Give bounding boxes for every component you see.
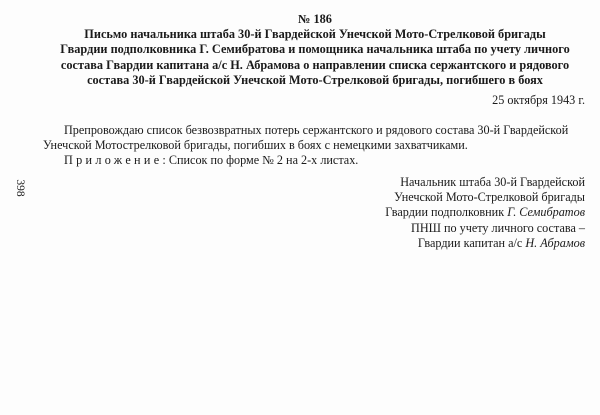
title-line: состава Гвардии капитана а/с Н. Абрамова о направлении списка сержантского и рядового — [60, 57, 570, 72]
signature-line: Начальник штаба 30-й Гвардейской — [400, 175, 585, 189]
signature-rank: Гвардии подполковник — [385, 205, 508, 220]
page-number: 398 — [14, 179, 26, 197]
signatory-name: Н. Абрамов — [525, 235, 585, 250]
attachment-text: : Список по форме № 2 на 2-х листах. — [162, 152, 359, 167]
title-line: состава 30-й Гвардейской Унечской Мото-Стрелковой бригады, погибшего в боях — [87, 72, 543, 87]
signature-rank: Гвардии капитан а/с — [417, 235, 526, 250]
paragraph-line: Препровождаю список безвозвратных потерь сержантского и рядового состава 30-й Гвардейской — [64, 123, 569, 137]
document-date: 25 октября 1943 г. — [492, 93, 585, 107]
attachment-line — [43, 153, 588, 168]
title-line: Гвардии подполковника Г. Семибратова и помощника начальника штаба по учету личного — [60, 42, 570, 57]
signatory-name: Г. Семибратов — [507, 205, 585, 220]
body-paragraph — [43, 123, 588, 153]
document-number: № 186 — [298, 12, 332, 26]
title-line: Письмо начальника штаба 30-й Гвардейской Унечской Мото-Стрелковой бригады — [84, 27, 546, 41]
signature-line: ПНШ по учету личного состава – — [411, 220, 585, 235]
signature-line — [385, 236, 585, 251]
paragraph-line: Унечской Мотострелковой бригады, погибших в боях с немецкими захватчиками. — [43, 137, 468, 152]
attachment-label: Приложение — [64, 152, 163, 167]
signature-line — [385, 205, 585, 220]
document-title — [55, 27, 575, 88]
signature-line: Унечской Мото-Стрелковой бригады — [394, 190, 585, 205]
signature-block — [385, 175, 585, 251]
body-text — [43, 123, 588, 167]
